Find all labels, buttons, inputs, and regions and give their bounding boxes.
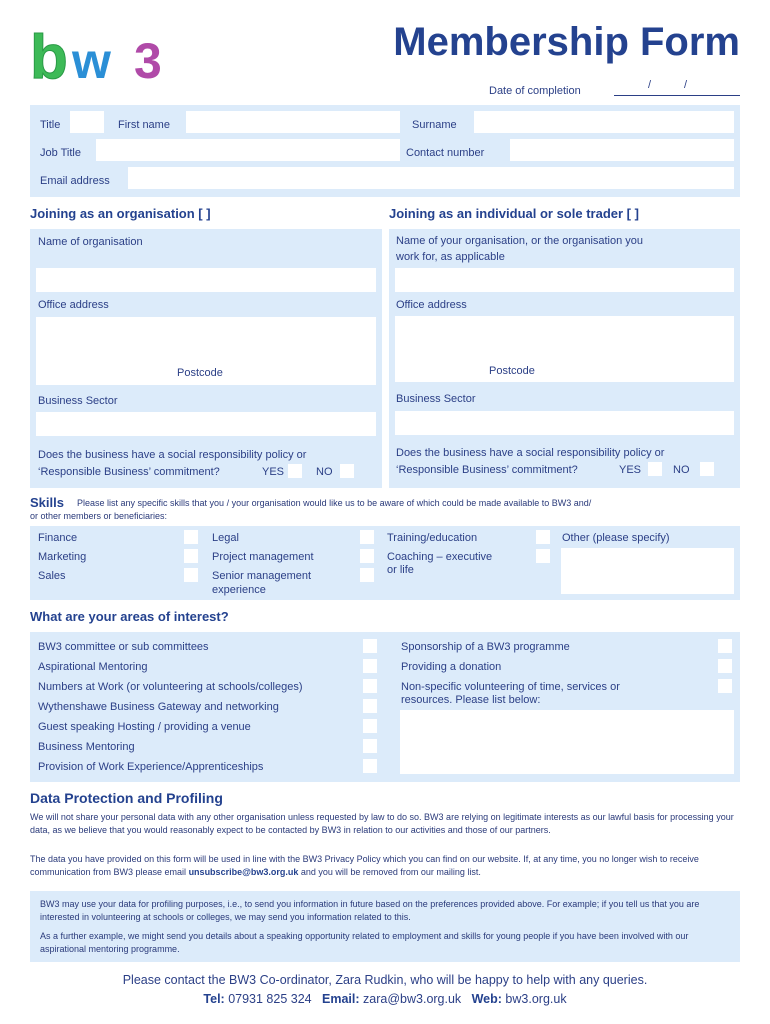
skill-other-label: Other (please specify): [562, 532, 670, 544]
interest-left-item: Aspirational Mentoring: [38, 661, 148, 673]
org-policy-question-1: Does the business have a social responsibility policy or: [38, 449, 307, 461]
profiling-paragraph-2: As a further example, we might send you details about a speaking opportunity related to employment and skills for young people if you have been involved with our aspirational mentoring programme.: [40, 931, 689, 954]
interest-left-item: Business Mentoring: [38, 741, 135, 753]
contact-number-input[interactable]: [510, 139, 734, 161]
interest-right-item: Sponsorship of a BW3 programme: [401, 641, 570, 653]
date-slash-1: /: [648, 79, 652, 91]
dp-paragraph-1: We will not share your personal data with any other organisation unless requested by law to do so. BW3 are relying on legitimate interests as our lawful basis for processing your data, as we believe that you would reasonably expect to be contacted by BW3 in relation to our activities and those of our partners.: [30, 812, 734, 835]
skills-heading: Skills: [30, 495, 64, 510]
interest-left-checkbox[interactable]: [363, 679, 377, 693]
skill-project-checkbox[interactable]: [360, 549, 374, 563]
bw3-logo-icon: [30, 24, 180, 84]
interest-left-checkbox[interactable]: [363, 699, 377, 713]
ind-yes-checkbox[interactable]: [648, 462, 662, 476]
skill-senior-checkbox[interactable]: [360, 568, 374, 582]
email-contact-value[interactable]: zara@bw3.org.uk: [363, 992, 462, 1006]
skill-senior-label-1: Senior management: [212, 570, 312, 582]
skill-legal-label: Legal: [212, 532, 239, 544]
skills-description-2: or other members or beneficiaries:: [30, 511, 168, 521]
individual-heading: Joining as an individual or sole trader [ ]: [389, 206, 639, 221]
email-contact-label: Email:: [322, 992, 360, 1006]
skill-sales-checkbox[interactable]: [184, 568, 198, 582]
skill-training-label: Training/education: [387, 532, 478, 544]
org-yes-label: YES: [262, 466, 285, 478]
email-input[interactable]: [128, 167, 734, 189]
surname-label: Surname: [412, 119, 457, 131]
email-label: Email address: [40, 175, 110, 187]
ind-office-input[interactable]: [395, 316, 734, 382]
interest-left-checkbox[interactable]: [363, 759, 377, 773]
interest-nonspecific-label-2: resources. Please list below:: [401, 694, 541, 706]
dp-paragraph-2-text-a: The data you have provided on this form will be used in line with the BW3 Privacy Policy which you can find on our website. If, at any time, you no longer wish to receive communication from BW3 please email: [30, 854, 699, 877]
skill-sales-label: Sales: [38, 570, 66, 582]
unsubscribe-email-link[interactable]: unsubscribe@bw3.org.uk: [188, 867, 299, 877]
ind-no-label: NO: [673, 464, 690, 476]
ind-postcode-label: Postcode: [489, 365, 535, 377]
interest-left-item: BW3 committee or sub committees: [38, 641, 209, 653]
org-postcode-label: Postcode: [177, 367, 223, 379]
skills-description-1: Please list any specific skills that you / your organisation would like us to be aware of which could be made available to BW3 and/: [77, 498, 592, 508]
org-name-input[interactable]: [36, 268, 376, 292]
contact-details: [30, 992, 740, 1006]
skill-finance-checkbox[interactable]: [184, 530, 198, 544]
surname-input[interactable]: [474, 111, 734, 133]
profiling-paragraph-1: BW3 may use your data for profiling purposes, i.e., to send you information in future based on the preferences provided above. For example; if you tell us that you are interested in volunteering at schools or colleges, we may send you information related to this.: [40, 899, 700, 922]
interest-right-checkbox[interactable]: [718, 639, 732, 653]
interest-left-checkbox[interactable]: [363, 739, 377, 753]
interest-left-item: Guest speaking Hosting / providing a venue: [38, 721, 251, 733]
skill-training-checkbox[interactable]: [536, 530, 550, 544]
skill-senior-label-2: experience: [212, 584, 266, 596]
contact-number-label: Contact number: [406, 147, 485, 159]
interest-left-checkbox[interactable]: [363, 659, 377, 673]
org-no-label: NO: [316, 466, 333, 478]
job-title-label: Job Title: [40, 147, 81, 159]
interests-heading: What are your areas of interest?: [30, 609, 229, 624]
svg-text:3: 3: [134, 33, 162, 84]
ind-yes-label: YES: [619, 464, 642, 476]
skill-marketing-checkbox[interactable]: [184, 549, 198, 563]
title-input[interactable]: [70, 111, 104, 133]
ind-name-label-2: work for, as applicable: [396, 251, 505, 263]
date-label: Date of completion: [489, 85, 581, 97]
tel-label: Tel:: [203, 992, 225, 1006]
web-value[interactable]: bw3.org.uk: [505, 992, 567, 1006]
first-name-label: First name: [118, 119, 170, 131]
title-label: Title: [40, 119, 61, 131]
ind-policy-question-2: ‘Responsible Business’ commitment?: [396, 464, 578, 476]
interest-left-checkbox[interactable]: [363, 639, 377, 653]
interest-right-checkbox[interactable]: [718, 659, 732, 673]
skill-coaching-label-2: or life: [387, 564, 414, 576]
interest-left-item: Provision of Work Experience/Apprenticeships: [38, 761, 264, 773]
web-label: Web:: [471, 992, 502, 1006]
skill-project-label: Project management: [212, 551, 314, 563]
org-name-label: Name of organisation: [38, 236, 143, 248]
svg-text:b: b: [30, 24, 68, 84]
bw3-logo: [30, 24, 180, 84]
ind-policy-question-1: Does the business have a social responsibility policy or: [396, 447, 665, 459]
org-sector-input[interactable]: [36, 412, 376, 436]
interest-nonspecific-checkbox[interactable]: [718, 679, 732, 693]
interest-right-item: Providing a donation: [401, 661, 502, 673]
date-field[interactable]: [614, 95, 740, 96]
dp-paragraph-2-text-b: and you will be removed from our mailing list.: [298, 867, 481, 877]
ind-office-label: Office address: [396, 299, 467, 311]
skill-marketing-label: Marketing: [38, 551, 87, 563]
ind-no-checkbox[interactable]: [700, 462, 714, 476]
job-title-input[interactable]: [96, 139, 400, 161]
org-no-checkbox[interactable]: [340, 464, 354, 478]
org-sector-label: Business Sector: [38, 395, 118, 407]
date-slash-2: /: [684, 79, 688, 91]
tel-value[interactable]: 07931 825 324: [228, 992, 312, 1006]
interest-nonspecific-input[interactable]: [400, 710, 734, 774]
ind-name-label-1: Name of your organisation, or the organisation you: [396, 235, 644, 247]
org-policy-question-2: ‘Responsible Business’ commitment?: [38, 466, 220, 478]
svg-text:w: w: [72, 33, 111, 84]
interest-left-item: Wythenshawe Business Gateway and networking: [38, 701, 279, 713]
skill-coaching-label-1: Coaching – executive: [387, 551, 493, 563]
skill-other-input[interactable]: [561, 548, 734, 594]
org-office-label: Office address: [38, 299, 109, 311]
ind-sector-input[interactable]: [395, 411, 734, 435]
interest-left-checkbox[interactable]: [363, 719, 377, 733]
skill-finance-label: Finance: [38, 532, 78, 544]
skill-legal-checkbox[interactable]: [360, 530, 374, 544]
interest-left-item: Numbers at Work (or volunteering at schools/colleges): [38, 681, 303, 693]
ind-sector-label: Business Sector: [396, 393, 476, 405]
data-protection-heading: Data Protection and Profiling: [30, 790, 223, 806]
ind-name-input[interactable]: [395, 268, 734, 292]
first-name-input[interactable]: [186, 111, 400, 133]
skill-coaching-checkbox[interactable]: [536, 549, 550, 563]
page-title: Membership Form: [393, 20, 740, 64]
contact-line: Please contact the BW3 Co-ordinator, Zara Rudkin, who will be happy to help with any queries.: [122, 973, 648, 987]
interest-nonspecific-label-1: Non-specific volunteering of time, services or: [401, 681, 620, 693]
dp-paragraph-2: [30, 853, 742, 879]
org-yes-checkbox[interactable]: [288, 464, 302, 478]
org-heading: Joining as an organisation [ ]: [30, 206, 211, 221]
